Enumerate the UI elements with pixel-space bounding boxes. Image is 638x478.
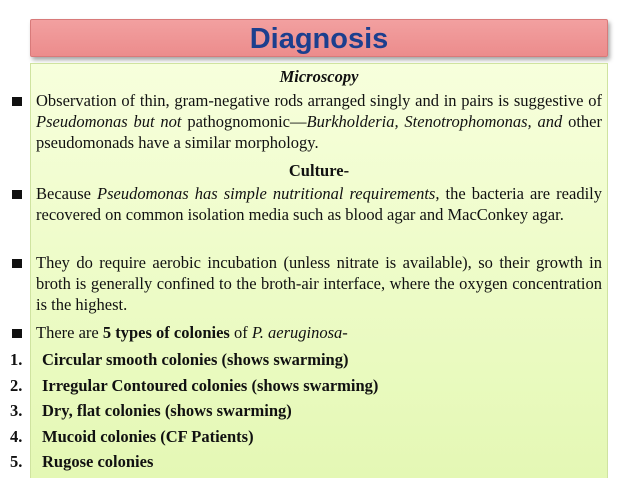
colony-list-item xyxy=(10,427,254,448)
bullet-square-icon xyxy=(12,329,22,338)
bullet-italic-text: Pseudomonas but not xyxy=(36,111,182,131)
bullet-text: Because xyxy=(36,184,98,203)
bullet-text: of xyxy=(229,323,252,342)
bullet-text: other pseudomonads have a similar morphology. xyxy=(36,111,602,152)
colony-number: 3. xyxy=(10,401,23,420)
bullet-square-icon xyxy=(12,259,22,268)
bullet-microscopy xyxy=(36,91,602,153)
bullet-italic-text: P. aeruginosa xyxy=(251,323,343,342)
title-banner xyxy=(30,19,608,57)
colony-number: 5. xyxy=(10,452,23,471)
colony-label: Dry, flat colonies (shows swarming) xyxy=(42,401,292,420)
bullet-text: pathognomonic— xyxy=(181,111,307,131)
bullet-text: There are xyxy=(36,323,103,342)
heading-culture: Culture- xyxy=(288,161,350,180)
bullet-square-icon xyxy=(12,97,22,106)
bullet-bold-text: 5 types of colonies xyxy=(102,323,230,342)
colony-list-item xyxy=(10,452,153,473)
bullet-text: Observation of thin, gram-negative rods arranged singly and in pairs is suggestive of xyxy=(36,91,602,110)
colony-label: Circular smooth colonies (shows swarming) xyxy=(42,350,349,369)
colony-label: Irregular Contoured colonies (shows swarming) xyxy=(42,376,379,395)
colony-list-item xyxy=(10,401,292,422)
bullet-culture-nutrition xyxy=(36,184,602,226)
bullet-colony-types xyxy=(36,323,602,344)
colony-number: 4. xyxy=(10,427,23,446)
bullet-italic-text: Pseudomonas has simple nutritional requirements, xyxy=(97,184,440,203)
bullet-square-icon xyxy=(12,190,22,199)
colony-list-item xyxy=(10,350,348,371)
bullet-text: - xyxy=(342,323,348,342)
colony-label: Mucoid colonies (CF Patients) xyxy=(42,427,254,446)
colony-label: Rugose colonies xyxy=(42,452,154,471)
colony-list-item xyxy=(10,376,378,397)
bullet-text: the bacteria are readily recovered on common isolation media such as blood agar and MacConkey agar. xyxy=(36,184,602,224)
colony-number: 2. xyxy=(10,376,23,395)
heading-microscopy: Microscopy xyxy=(279,67,359,86)
colony-number: 1. xyxy=(10,350,23,369)
bullet-culture-aerobic: They do require aerobic incubation (unless nitrate is available), so their growth in broth is generally confined to the broth-air interface, where the oxygen concentration is the highest. xyxy=(36,253,602,314)
bullet-italic-text: Burkholderia, Stenotrophomonas, and xyxy=(306,111,563,131)
slide-title: Diagnosis xyxy=(249,23,389,55)
